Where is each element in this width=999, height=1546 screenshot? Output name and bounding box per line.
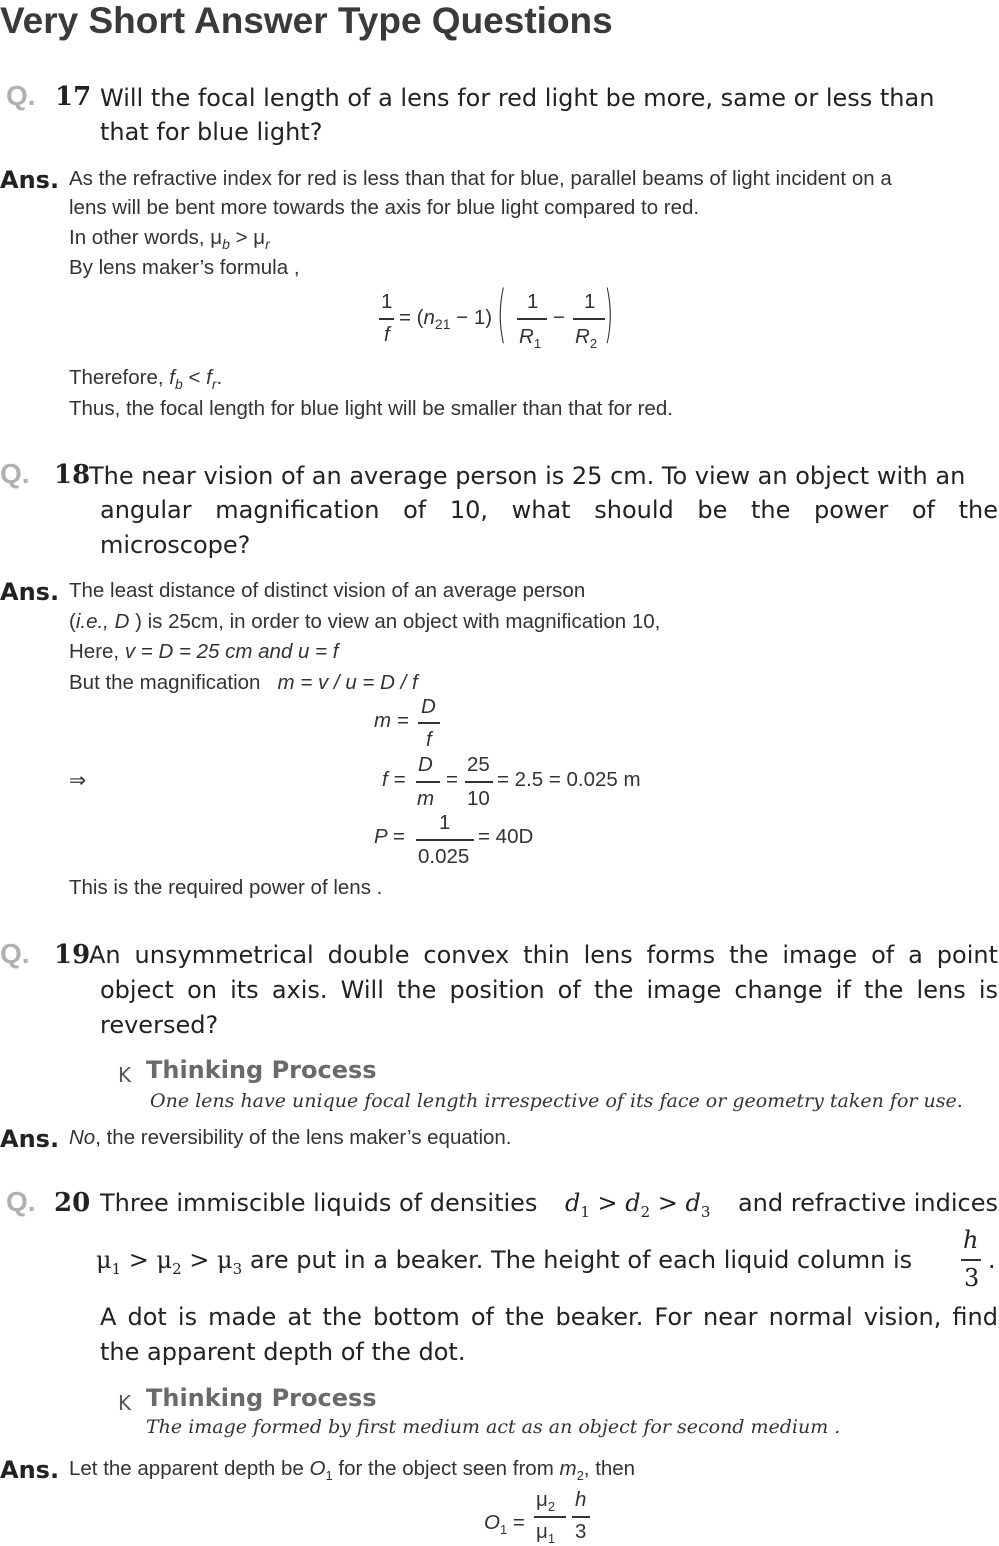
answer-label: Ans. <box>0 1125 60 1153</box>
question-17-line-2: that for blue light? <box>100 118 323 146</box>
eq-O1-den-3: 3 <box>575 1520 587 1543</box>
question-marker: Q. <box>6 1186 36 1217</box>
question-18-line-3: microscope? <box>100 531 251 559</box>
eq-f-num-25: 25 <box>467 753 490 776</box>
answer-20-line-1: Let the apparent depth be $O_1$ for the object seen from $m_2$, then <box>69 1457 636 1484</box>
question-18-line-2: angular magnification of 10, what should be the power of the <box>100 496 998 524</box>
question-20-line-3: A dot is made at the bottom of the beaker. For near normal vision, find <box>100 1303 998 1331</box>
height-frac-num: h <box>963 1226 979 1254</box>
question-20-line-4: the apparent depth of the dot. <box>100 1338 466 1366</box>
section-title: Very Short Answer Type Questions <box>0 0 613 41</box>
answer-18-line-4: But the magnification m = v / u = D / f <box>69 671 418 694</box>
question-20-line-1: Three immiscible liquids of densities $d_1 > d_2 > d_3$ and refractive indices <box>100 1189 998 1221</box>
answer-17-line-4: By lens maker’s formula , <box>69 256 300 279</box>
answer-17-line-2: lens will be bent more towards the axis for blue light compared to red. <box>69 196 700 219</box>
eq-f-values: = 2.5 = 0.025 m <box>497 768 641 791</box>
question-marker: Q. <box>0 938 30 969</box>
formula-minus: − <box>553 306 565 329</box>
formula-num-1b: 1 <box>584 290 596 313</box>
eq-P-lhs: P = <box>374 825 405 848</box>
formula-left-paren: ( <box>497 277 507 351</box>
eq-f-den-m: m <box>417 787 435 810</box>
eq-f-num-D: D <box>418 753 433 776</box>
formula-middle: = $(n_{21} - 1)$ <box>399 306 493 333</box>
question-number: 20 <box>54 1188 91 1218</box>
question-19-line-1: An unsymmetrical double convex thin lens forms the image of a point <box>89 941 998 969</box>
answer-17-line-6: Thus, the focal length for blue light will be smaller than that for red. <box>69 397 673 420</box>
answer-label: Ans. <box>0 1456 60 1484</box>
answer-19-line-1: No, the reversibility of the lens maker’s equation. <box>69 1126 512 1149</box>
question-19-line-2: object on its axis. Will the position of the image change if the lens is <box>100 976 998 1004</box>
height-frac-period: . <box>988 1246 996 1274</box>
question-number: 17 <box>55 82 92 112</box>
answer-18-line-2: (i.e., D ) is 25cm, in order to view an object with magnification 10, <box>69 610 661 633</box>
eq-P-value: = 40D <box>478 825 534 848</box>
answer-18-line-5: This is the required power of lens . <box>69 876 383 899</box>
formula-numerator-1: 1 <box>381 290 393 313</box>
eq-m-lhs: m = <box>374 709 409 732</box>
answer-18-line-1: The least distance of distinct vision of an average person <box>69 579 586 602</box>
answer-17-line-3: In other words, $\mu_b > \mu_r$ <box>69 226 270 253</box>
question-marker: Q. <box>6 80 36 111</box>
question-17-line-1: Will the focal length of a lens for red light be more, same or less than <box>100 84 935 112</box>
thinking-process-title: Thinking Process <box>146 1056 377 1084</box>
thinking-process-icon: K <box>118 1063 132 1087</box>
eq-P-num: 1 <box>439 811 451 834</box>
height-frac-den: 3 <box>964 1264 980 1292</box>
formula-R1: $R_1$ <box>519 325 542 352</box>
question-number: 19 <box>54 940 91 970</box>
question-18-line-1: The near vision of an average person is 25 cm. To view an object with an <box>89 462 966 490</box>
question-marker: Q. <box>0 458 30 489</box>
formula-num-1a: 1 <box>527 290 539 313</box>
eq-O1-lhs: $O_1$ = <box>484 1511 525 1538</box>
question-20-line-2: $\mu_1 > \mu_2 > \mu_3$ are put in a beaker. The height of each liquid column is <box>96 1246 913 1278</box>
answer-17-line-1: As the refractive index for red is less than that for blue, parallel beams of light incident on a <box>69 167 892 190</box>
thinking-process-icon: K <box>118 1391 132 1415</box>
question-19-line-3: reversed? <box>100 1011 219 1039</box>
eq-O1-num-mu2: $\mu_2$ <box>536 1488 556 1515</box>
implies-symbol: ⇒ <box>69 769 87 792</box>
eq-f-lhs: f = <box>382 768 406 791</box>
eq-O1-den-mu1: $\mu_1$ <box>536 1520 556 1546</box>
formula-R2: $R_2$ <box>575 325 598 352</box>
thinking-process-text: The image formed by first medium act as an object for second medium . <box>146 1416 841 1438</box>
eq-m-den: f <box>426 728 432 751</box>
eq-P-den: 0.025 <box>418 845 470 868</box>
answer-label: Ans. <box>0 578 60 606</box>
question-number: 18 <box>54 460 91 490</box>
formula-right-paren: ) <box>604 277 614 351</box>
thinking-process-text: One lens have unique focal length irrespective of its face or geometry taken for use. <box>150 1090 963 1112</box>
formula-denominator-f: f <box>384 323 390 346</box>
eq-f-den-10: 10 <box>467 787 490 810</box>
eq-f-equals: = <box>446 768 458 791</box>
answer-18-line-3: Here, v = D = 25 cm and u = f <box>69 640 339 663</box>
eq-O1-num-h: h <box>575 1488 587 1511</box>
answer-17-line-5: Therefore, $f_b < f_r$. <box>69 366 223 393</box>
answer-label: Ans. <box>0 166 60 194</box>
eq-m-num: D <box>421 695 436 718</box>
thinking-process-title: Thinking Process <box>146 1384 377 1412</box>
